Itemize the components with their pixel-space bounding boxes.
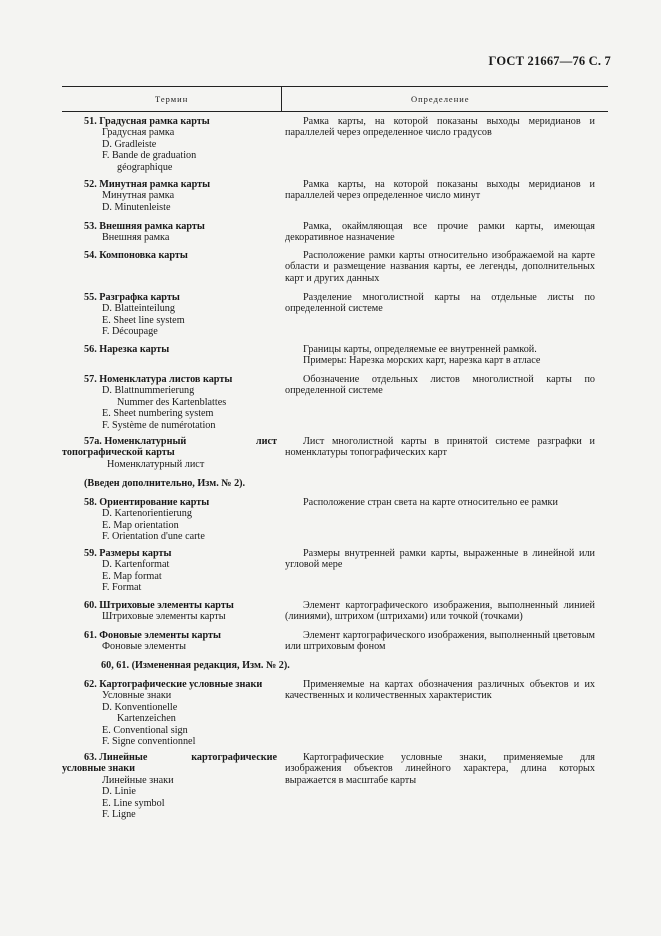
term-english: E. Sheet line system xyxy=(102,314,185,326)
term-synonym: Градусная рамка xyxy=(102,127,175,139)
term-cell xyxy=(62,600,277,623)
term-title: 53. Внешняя рамка карты xyxy=(84,221,205,232)
term-title-part: лист xyxy=(255,436,277,447)
definition-cell xyxy=(285,221,595,244)
definition-cell xyxy=(285,292,595,315)
term-synonym: Условные знаки xyxy=(102,690,172,702)
definition-cell xyxy=(285,116,595,139)
term-english: E. Map orientation xyxy=(102,519,179,531)
definition-text: Рамка, окаймляющая все прочие рамки карты, имеющая декоративное назначение xyxy=(285,221,595,244)
term-german: D. Blatteinteilung xyxy=(102,303,175,315)
definition-cell xyxy=(285,548,595,571)
term-cell xyxy=(62,497,277,543)
definition-text: Рамка карты, на которой показаны выходы меридианов и параллелей через определенное число минут xyxy=(285,179,595,202)
term-german: D. Kartenformat xyxy=(102,559,170,571)
definition-text: Элемент картографического изображения, выполненный цветовым или штриховым фоном xyxy=(285,630,595,653)
term-title-part: 57а. Номенклатурный xyxy=(84,436,187,447)
term-title: 57. Номенклатура листов карты xyxy=(84,374,233,385)
definition-cell xyxy=(285,250,595,284)
term-french: F. Orientation d'une carte xyxy=(102,531,205,543)
term-cell xyxy=(62,116,277,173)
term-german: D. Kartenorientierung xyxy=(102,508,192,520)
term-french: F. Signe conventionnel xyxy=(102,736,196,748)
term-synonym: Минутная рамка xyxy=(102,190,175,202)
term-german: D. Linie xyxy=(102,786,136,798)
amendment-note-changed: 60, 61. (Измененная редакция, Изм. № 2). xyxy=(101,660,290,671)
definition-cell xyxy=(285,179,595,202)
term-title: 60. Штриховые элементы карты xyxy=(84,600,234,611)
definition-text: Обозначение отдельных листов многолистной карты по определенной системе xyxy=(285,374,595,397)
definition-cell xyxy=(285,374,595,397)
term-synonym: Номенклатурный лист xyxy=(107,458,205,470)
definition-text: Расположение рамки карты относительно изображаемой на карте области и размещение названия карты, ее легенды, дополнительных карт и других данных xyxy=(285,250,595,284)
definition-cell xyxy=(285,344,595,367)
term-cell xyxy=(62,179,277,213)
term-german: D. Konventionelle xyxy=(102,701,178,713)
term-cell xyxy=(62,344,277,355)
term-title xyxy=(62,752,277,763)
term-cell xyxy=(62,221,277,244)
definition-example: Примеры: Нарезка морских карт, нарезка карт в атласе xyxy=(303,355,541,367)
term-title: 58. Ориентирование карты xyxy=(84,497,210,508)
term-english: E. Sheet numbering system xyxy=(102,408,214,420)
term-title: 51. Градусная рамка карты xyxy=(84,116,210,127)
term-german-cont: Nummer des Kartenblattes xyxy=(117,396,227,408)
amendment-note-added: (Введен дополнительно, Изм. № 2). xyxy=(84,478,246,489)
term-cell xyxy=(62,679,277,747)
term-french-cont: géographique xyxy=(117,161,173,173)
term-synonym: Линейные знаки xyxy=(102,774,174,786)
definition-text: Применяемые на картах обозначения различных объектов и их качественных и количественных характеристик xyxy=(285,679,595,702)
definition-text: Лист многолистной карты в принятой системе разграфки и номенклатуры топографических карт xyxy=(285,436,595,459)
term-french: F. Bande de graduation xyxy=(102,150,197,162)
term-title: 55. Разграфка карты xyxy=(84,292,180,303)
term-title-part: картографические xyxy=(191,752,277,763)
term-title xyxy=(62,436,277,447)
table-header-rule xyxy=(62,111,608,112)
column-header-term: Термин xyxy=(155,94,189,104)
definition-text: Элемент картографического изображения, выполненный линией (линиями), штрихом (штрихами) или точкой (точками) xyxy=(285,600,595,623)
term-english: E. Map format xyxy=(102,570,162,582)
term-title: 59. Размеры карты xyxy=(84,548,172,559)
term-title: 62. Картографические условные знаки xyxy=(84,679,263,690)
definition-text: Расположение стран света на карте относительно ее рамки xyxy=(303,497,558,508)
table-top-rule xyxy=(62,86,608,87)
definition-cell xyxy=(285,436,595,459)
term-cell xyxy=(62,374,277,431)
table-column-divider xyxy=(281,86,282,111)
column-header-definition: Определение xyxy=(411,94,470,104)
term-english: E. Line symbol xyxy=(102,797,165,809)
definition-text: Размеры внутренней рамки карты, выраженные в линейной или угловой мере xyxy=(285,548,595,571)
term-german-cont: Kartenzeichen xyxy=(117,713,176,725)
definition-text: Разделение многолистной карты на отдельные листы по определенной системе xyxy=(285,292,595,315)
term-cell xyxy=(62,436,277,470)
definition-cell xyxy=(285,752,595,786)
term-synonym: Фоновые элементы xyxy=(102,641,186,653)
term-cell xyxy=(62,548,277,594)
term-french: F. Format xyxy=(102,582,142,594)
term-cell xyxy=(62,250,277,261)
term-title: 56. Нарезка карты xyxy=(84,344,170,355)
term-title: 54. Компоновка карты xyxy=(84,250,188,261)
term-german: D. Minutenleiste xyxy=(102,201,171,213)
term-title-cont: условные знаки xyxy=(62,763,136,775)
definition-cell xyxy=(285,630,595,653)
term-title: 61. Фоновые элементы карты xyxy=(84,630,221,641)
term-german: D. Blattnummerierung xyxy=(102,385,195,397)
definition-text: Картографические условные знаки, применяемые для изображения объектов линейного характера, длина которых выражается в масштабе карты xyxy=(285,752,595,786)
term-title-part: 63. Линейные xyxy=(84,752,148,763)
term-title: 52. Минутная рамка карты xyxy=(84,179,211,190)
term-french: F. Découpage xyxy=(102,326,158,338)
definition-text: Границы карты, определяемые ее внутренней рамкой. xyxy=(303,344,537,355)
term-synonym: Штриховые элементы карты xyxy=(102,611,226,623)
term-title-cont: топографической карты xyxy=(62,447,175,459)
term-cell xyxy=(62,752,277,820)
term-cell xyxy=(62,630,277,653)
term-french: F. Ligne xyxy=(102,809,136,821)
definition-text: Рамка карты, на которой показаны выходы меридианов и параллелей через определенное число градусов xyxy=(285,116,595,139)
term-german: D. Gradleiste xyxy=(102,138,157,150)
definition-cell xyxy=(285,497,595,508)
term-french: F. Système de numérotation xyxy=(102,419,216,431)
definition-cell xyxy=(285,679,595,702)
term-cell xyxy=(62,292,277,338)
term-english: E. Conventional sign xyxy=(102,724,188,736)
page-header: ГОСТ 21667—76 С. 7 xyxy=(488,54,611,68)
definition-cell xyxy=(285,600,595,623)
term-synonym: Внешняя рамка xyxy=(102,232,170,244)
